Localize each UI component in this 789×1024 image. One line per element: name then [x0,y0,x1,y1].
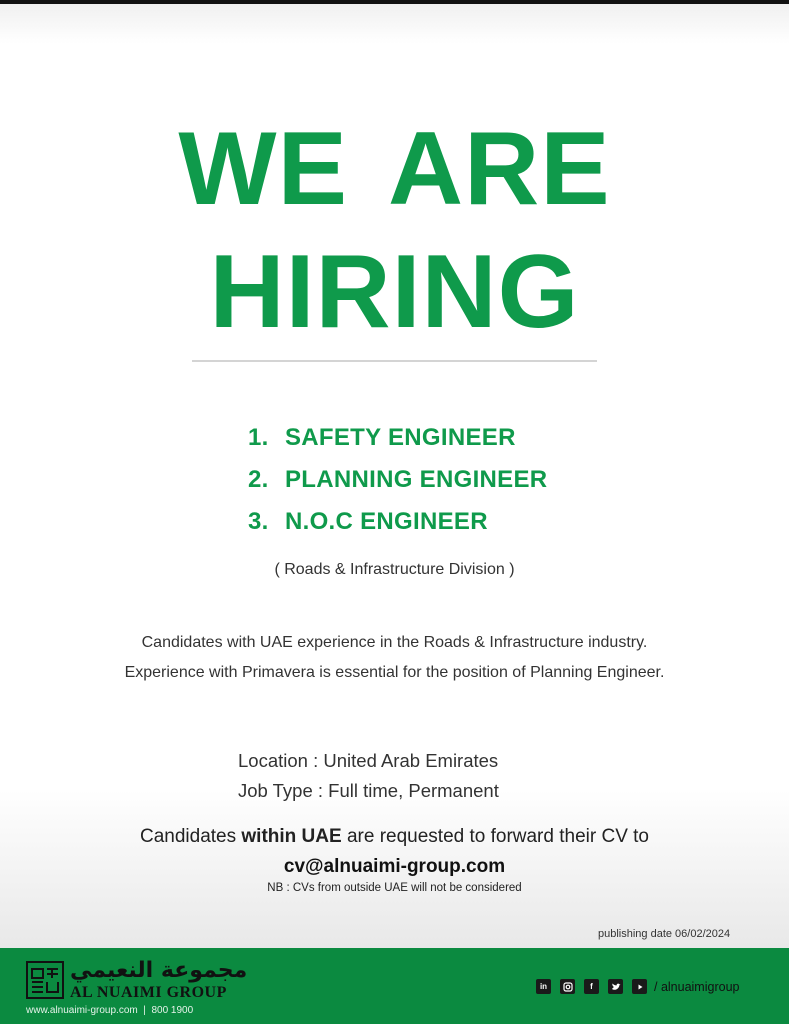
social-handle[interactable]: / alnuaimigroup [654,979,740,994]
location-value: United Arab Emirates [323,750,499,771]
division-text: ( Roads & Infrastructure Division ) [274,561,515,578]
description-line-2: Experience with Primavera is essential for the position of Planning Engineer. [124,664,665,681]
phone-number[interactable]: 800 1900 [151,1005,194,1016]
position-number: 3. [248,508,269,535]
publishing-date: publishing date 06/02/2024 [598,928,731,940]
position-item [248,465,547,507]
contact-separator: | [143,1005,146,1016]
description [0,628,789,688]
location-label: Location : [238,750,324,771]
cta-prefix: Candidates [139,826,242,847]
position-title: SAFETY ENGINEER [284,424,516,451]
positions-list [248,423,547,549]
position-number: 2. [248,466,269,493]
twitter-icon[interactable] [608,979,623,994]
description-line-1: Candidates with UAE experience in the Roads & Infrastructure industry. [141,634,648,651]
logo-mark-icon [26,961,64,999]
note-text: NB : CVs from outside UAE will not be considered [267,882,522,894]
cta-suffix: are requested to forward their CV to [341,826,649,847]
position-title: N.O.C ENGINEER [284,508,488,535]
jobtype-label: Job Type : [238,780,329,801]
position-title: PLANNING ENGINEER [284,466,548,493]
divider [192,360,597,362]
footer-contact [26,1005,193,1016]
headline-line-2: HIRING [209,234,580,350]
jobtype-value: Full time, Permanent [328,780,499,801]
job-details [238,746,499,806]
footer [0,948,789,1024]
cta-text [0,826,789,848]
instagram-icon[interactable] [560,979,575,994]
youtube-icon[interactable] [632,979,647,994]
headline-line-1: WE ARE [178,111,611,227]
location-row [238,746,499,776]
position-item [248,423,547,465]
facebook-icon[interactable]: f [584,979,599,994]
position-item [248,507,547,549]
jobtype-row [238,776,499,806]
social-links [536,979,739,994]
logo-arabic: مجموعة النعيمي [70,958,248,983]
top-shade [0,4,789,44]
email-link[interactable]: cv@alnuaimi-group.com [283,856,506,877]
logo-english: AL NUAIMI GROUP [70,984,227,1001]
cta-bold: within UAE [241,826,342,847]
website-link[interactable]: www.alnuaimi-group.com [26,1005,138,1016]
linkedin-icon[interactable]: in [536,979,551,994]
position-number: 1. [248,424,269,451]
